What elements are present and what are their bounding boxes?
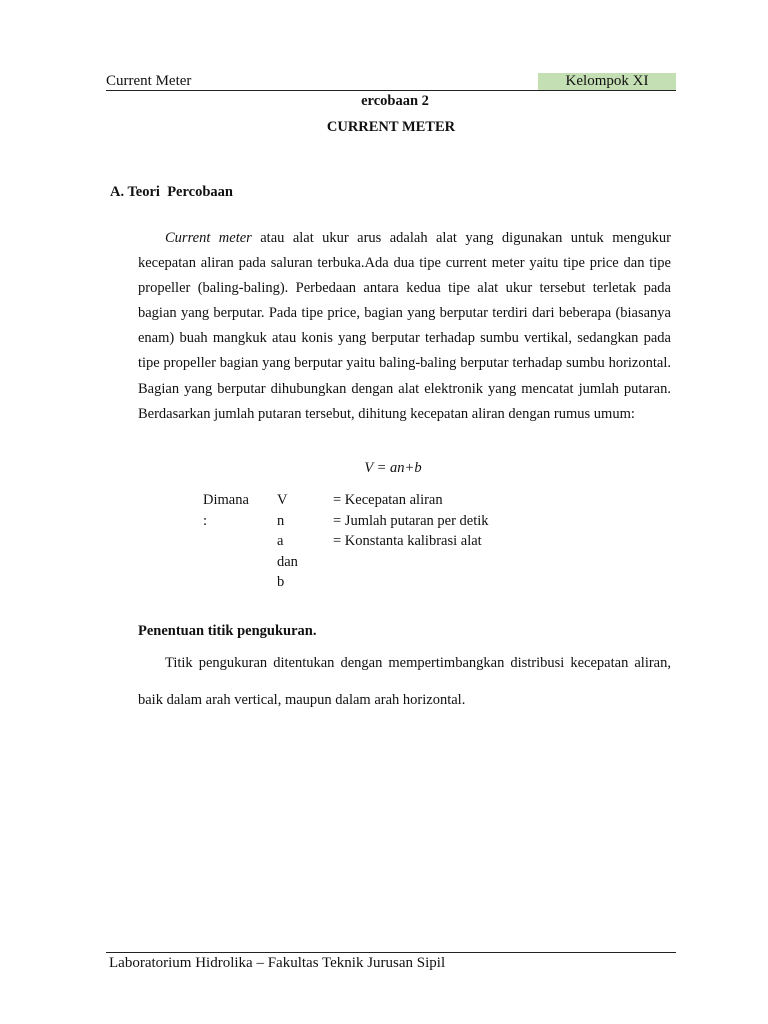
- header-title: Current Meter: [106, 73, 192, 89]
- definition-symbol: a dan b: [277, 533, 298, 590]
- document-title: CURRENT METER: [326, 119, 456, 135]
- definition-meaning: = Kecepatan aliran: [333, 492, 443, 508]
- page-header: [106, 73, 676, 91]
- footer-text: Laboratorium Hidrolika – Fakultas Teknik Jurusan Sipil: [109, 955, 446, 971]
- definitions-label: Dimana :: [203, 492, 249, 529]
- paragraph-body: atau alat ukur arus adalah alat yang digunakan untuk mengukur kecepatan aliran pada saluran terbuka.Ada dua tipe current meter yaitu tipe price dan tipe propeller (baling-baling). Perbedaan antara kedua tipe alat ukur tersebut terletak pada bagian yang berputar. Pada tipe price, bagian yang berputar terdiri dari beberapa (biasanya enam) buah mangkuk atau konis yang berputar terhadap sumbu vertikal, sedangkan pada tipe propeller bagian yang berputar yaitu baling-baling berputar terhadap sumbu horizontal. Bagian yang berputar dihubungkan dengan alat elektronik yang mencatat jumlah putaran. Berdasarkan jumlah putaran tersebut, dihitung kecepatan aliran dengan rumus umum:: [138, 230, 671, 422]
- definition-symbol: V: [277, 492, 288, 508]
- measurement-heading: Penentuan titik pengukuran.: [138, 623, 317, 639]
- page-footer: [106, 952, 676, 973]
- definition-meaning: = Konstanta kalibrasi alat: [333, 533, 482, 549]
- measurement-paragraph: Titik pengukuran ditentukan dengan mempertimbangkan distribusi kecepatan aliran, baik dalam arah vertical, maupun dalam arah horizontal.: [138, 655, 671, 708]
- header-group-badge: Kelompok XI: [538, 73, 676, 90]
- section-heading-teori: A. Teori Percobaan: [110, 184, 233, 200]
- definition-symbol: n: [277, 512, 285, 529]
- theory-paragraph: [138, 226, 671, 427]
- formula: V = an+b: [364, 460, 422, 476]
- experiment-label: ercobaan 2: [361, 93, 429, 109]
- definition-meaning: = Jumlah putaran per detik: [333, 512, 489, 529]
- paragraph-lead-term: Current meter: [165, 230, 252, 246]
